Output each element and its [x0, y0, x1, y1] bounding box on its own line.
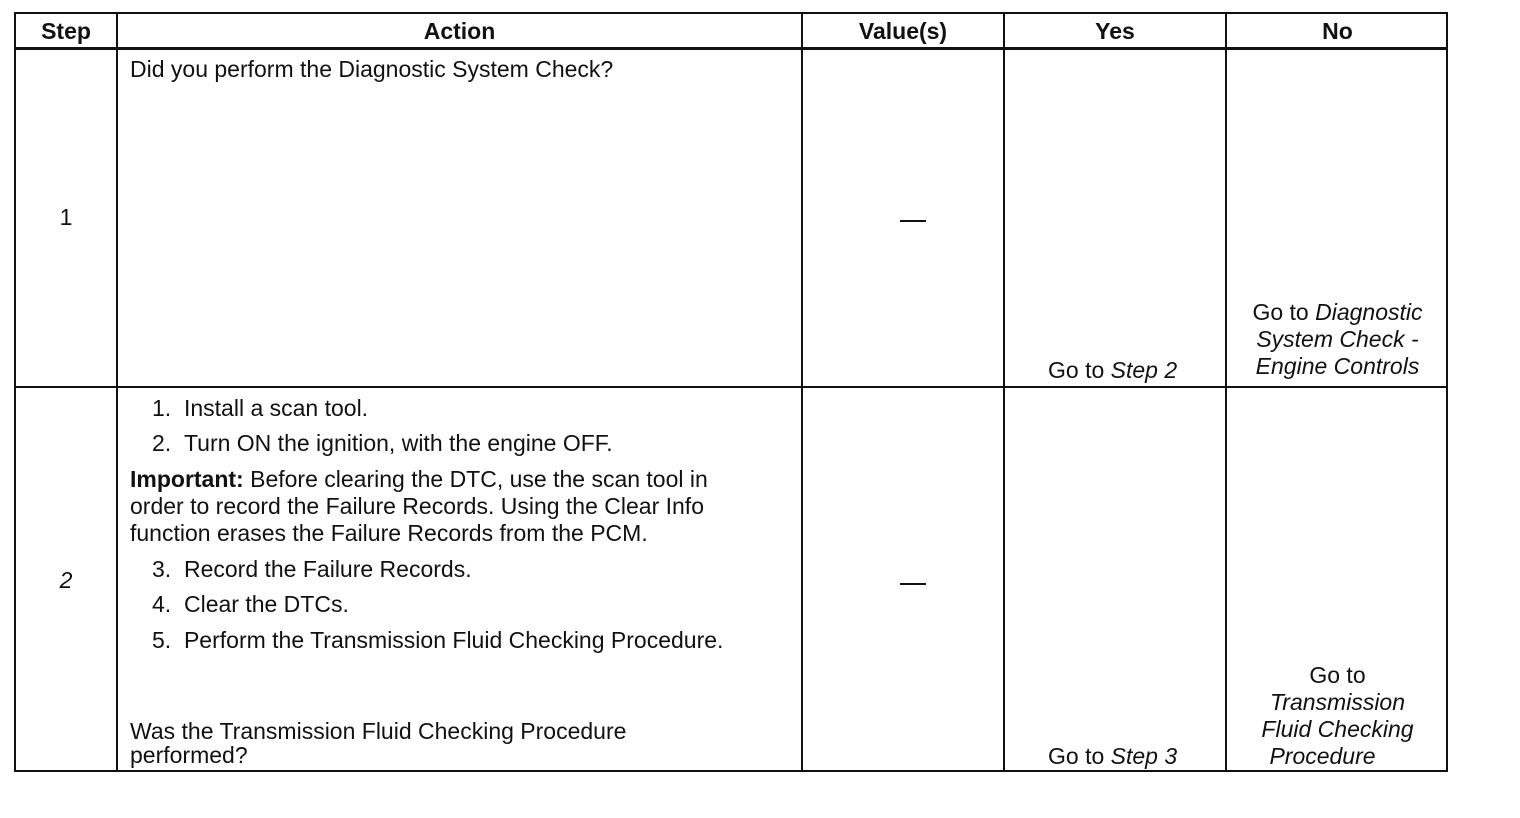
value-dash — [900, 220, 926, 222]
header-yes: Yes — [1095, 18, 1135, 44]
important-note-line: order to record the Failure Records. Using the Clear Info — [130, 493, 704, 519]
action-step: 3. Record the Failure Records. — [152, 556, 472, 582]
action-step: 5. Perform the Transmission Fluid Checking Procedure. — [152, 627, 724, 653]
column-divider — [116, 14, 118, 770]
important-note-line: function erases the Failure Records from the PCM. — [130, 520, 648, 546]
row-divider — [16, 386, 1446, 388]
important-note: Important: Before clearing the DTC, use the scan tool in — [130, 466, 708, 492]
action-step: 1. Install a scan tool. — [152, 395, 369, 421]
action-step: 2. Turn ON the ignition, with the engine OFF. — [152, 430, 613, 456]
header-step: Step — [41, 18, 91, 44]
header-action: Action — [423, 18, 496, 44]
diagnostic-table — [14, 12, 1448, 772]
no-link: Go to Transmission Fluid Checking Procedure — [1261, 662, 1414, 769]
step-number: 2 — [59, 567, 73, 593]
step-number: 1 — [59, 204, 73, 230]
header-no: No — [1322, 18, 1353, 44]
action-question: Did you perform the Diagnostic System Check? — [130, 56, 614, 82]
header-values: Value(s) — [858, 18, 948, 44]
action-question: Was the Transmission Fluid Checking Procedure — [130, 718, 627, 744]
header-divider — [16, 47, 1446, 50]
column-divider — [801, 14, 803, 770]
yes-link: Go to Step 2 — [1048, 357, 1178, 383]
column-divider — [1003, 14, 1005, 770]
yes-link: Go to Step 3 — [1048, 743, 1178, 769]
column-divider — [1225, 14, 1227, 770]
no-link: Go to Diagnostic System Check - Engine Controls — [1252, 299, 1423, 379]
action-step: 4. Clear the DTCs. — [152, 591, 349, 617]
action-question-line: performed? — [130, 742, 248, 768]
value-dash — [900, 583, 926, 585]
